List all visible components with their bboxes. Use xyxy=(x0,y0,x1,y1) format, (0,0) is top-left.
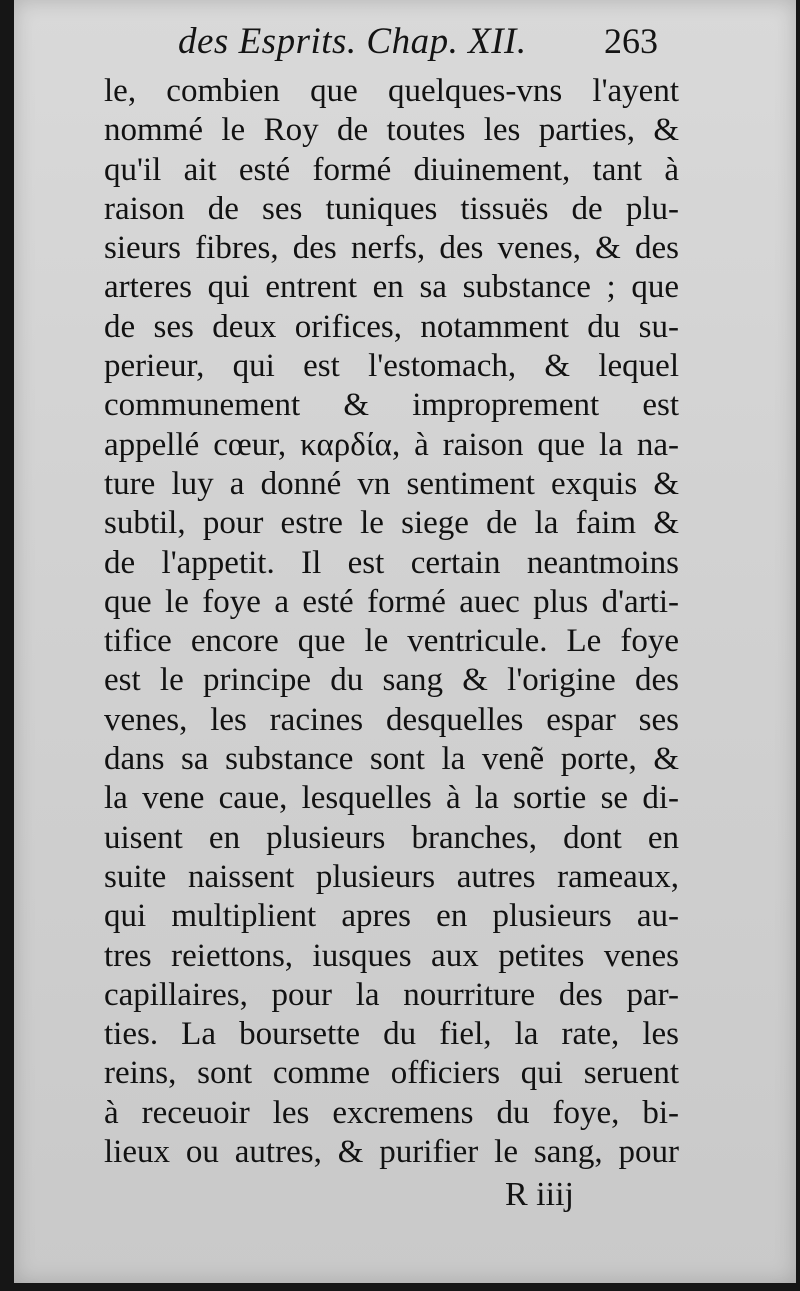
text-line: la vene caue, lesquelles à la sortie se di- xyxy=(104,780,679,817)
text-line: dans sa substance sont la venẽ porte, & xyxy=(104,741,679,778)
text-line: de ses deux orifices, notamment du su- xyxy=(104,308,679,345)
text-line: ties. La boursette du fiel, la rate, les xyxy=(104,1016,679,1053)
text-line: nommé le Roy de toutes les parties, & xyxy=(104,112,679,149)
body-text xyxy=(104,72,679,1172)
text-line: arteres qui entrent en sa substance ; que xyxy=(104,269,679,306)
text-line: subtil, pour estre le siege de la faim & xyxy=(104,505,679,542)
text-line: appellé cœur, καρδία, à raison que la na- xyxy=(104,426,679,463)
text-line: ture luy a donné vn sentiment exquis & xyxy=(104,465,679,502)
signature-mark: R iiij xyxy=(505,1176,574,1213)
text-line: reins, sont comme officiers qui seruent xyxy=(104,1055,679,1092)
text-line: tres reiettons, iusques aux petites venes xyxy=(104,937,679,974)
text-line: lieux ou autres, & purifier le sang, pour xyxy=(104,1134,679,1171)
text-line: le, combien que quelques-vns l'ayent xyxy=(104,73,679,109)
text-line: raison de ses tuniques tissuës de plu- xyxy=(104,190,679,227)
text-line: sieurs fibres, des nerfs, des venes, & des xyxy=(104,230,679,267)
text-line: que le foye a esté formé auec plus d'arti- xyxy=(104,583,679,620)
running-title: des Esprits. Chap. XII. xyxy=(178,21,527,62)
text-line: tifice encore que le ventricule. Le foye xyxy=(104,623,679,660)
text-line: perieur, qui est l'estomach, & lequel xyxy=(104,348,679,385)
text-line: qu'il ait esté formé diuinement, tant à xyxy=(104,151,679,188)
page-number: 263 xyxy=(604,21,658,61)
text-line: uisent en plusieurs branches, dont en xyxy=(104,819,679,856)
text-line: suite naissent plusieurs autres rameaux, xyxy=(104,858,679,895)
text-line: est le principe du sang & l'origine des xyxy=(104,662,679,699)
text-line: capillaires, pour la nourriture des par- xyxy=(104,976,679,1013)
text-line: à receuoir les excremens du foye, bi- xyxy=(104,1094,679,1131)
page-header xyxy=(0,14,800,74)
text-line: communement & improprement est xyxy=(104,387,679,424)
text-line: de l'appetit. Il est certain neantmoins xyxy=(104,544,679,581)
text-line: venes, les racines desquelles espar ses xyxy=(104,701,679,738)
text-line: qui multiplient apres en plusieurs au- xyxy=(104,898,679,935)
